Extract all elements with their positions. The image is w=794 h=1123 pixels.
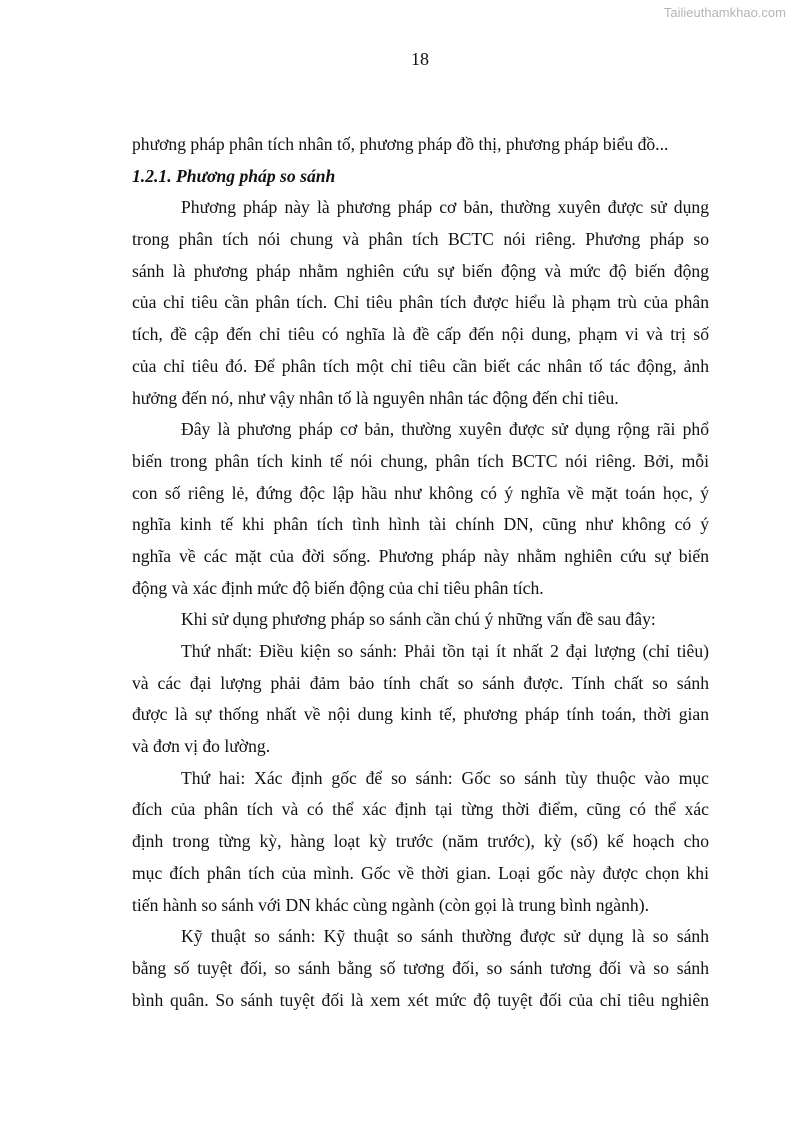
text-line: Thứ nhất: Điều kiện so sánh: Phải tồn tại ít nhất 2 đại lượng (chỉ tiêu): [181, 641, 709, 661]
text-line: Thứ hai: Xác định gốc để so sánh: Gốc so sánh tùy thuộc vào mục: [181, 767, 709, 788]
text-line: hưởng đến nó, như vậy nhân tố là nguyên nhân tác động đến chỉ tiêu.: [132, 387, 619, 408]
page-number: 18: [411, 49, 429, 69]
text-line: biến trong phân tích kinh tế nói chung, phân tích BCTC nói riêng. Bởi, mỗi: [132, 450, 709, 471]
text-line: bình quân. So sánh tuyệt đối là xem xét mức độ tuyệt đối của chỉ tiêu nghiên: [132, 989, 709, 1010]
text-line: con số riêng lẻ, đứng độc lập hầu như không có ý nghĩa về mặt toán học, ý: [132, 482, 709, 503]
text-line: đích của phân tích và có thể xác định tại từng thời điểm, cũng có thể xác: [132, 799, 709, 820]
text-line: trong phân tích nói chung và phân tích BCTC nói riêng. Phương pháp so: [132, 229, 709, 250]
paragraph: [132, 604, 709, 636]
text-line: sánh là phương pháp nhằm nghiên cứu sự biến động và mức độ biến động: [132, 260, 709, 281]
paragraph: [132, 636, 709, 763]
text-line: nghĩa về các mặt của đời sống. Phương pháp này nhằm nghiên cứu sự biến: [132, 545, 709, 566]
text-line: Đây là phương pháp cơ bản, thường xuyên được sử dụng rộng rãi phổ: [181, 419, 709, 440]
document-body: [132, 129, 709, 1016]
text-line: phương pháp phân tích nhân tố, phương pháp đồ thị, phương pháp biểu đồ...: [132, 134, 669, 154]
text-line: tiến hành so sánh với DN khác cùng ngành (còn gọi là trung bình ngành).: [132, 894, 649, 915]
paragraph: [132, 192, 709, 414]
paragraph: [132, 763, 709, 921]
text-line: nghĩa kinh tế khi phân tích tình hình tài chính DN, cũng như không có ý: [132, 514, 709, 535]
text-line: mục đích phân tích của mình. Gốc về thời gian. Loại gốc này được chọn khi: [132, 862, 709, 883]
text-line: và các đại lượng phải đảm bảo tính chất so sánh được. Tính chất so sánh: [132, 672, 709, 693]
text-line: Khi sử dụng phương pháp so sánh cần chú ý những vấn đề sau đây:: [181, 609, 656, 630]
text-line: Phương pháp này là phương pháp cơ bản, thường xuyên được sử dụng: [181, 197, 709, 218]
text-line: của chỉ tiêu đó. Để phân tích một chỉ tiêu cần biết các nhân tố tác động, ảnh: [132, 355, 709, 376]
text-line: và đơn vị đo lường.: [132, 736, 271, 757]
text-line: được là sự thống nhất về nội dung kinh tế, phương pháp tính toán, thời gian: [132, 704, 709, 725]
text-line: tích, đề cập đến chỉ tiêu có nghĩa là đề cấp đến nội dung, phạm vi và trị số: [132, 324, 709, 345]
paragraph: [132, 129, 709, 161]
text-line: động và xác định mức độ biến động của chỉ tiêu phân tích.: [132, 577, 544, 598]
paragraph: [132, 414, 709, 604]
text-line: Kỹ thuật so sánh: Kỹ thuật so sánh thường được sử dụng là so sánh: [181, 926, 709, 947]
paragraph: [132, 921, 709, 1016]
text-line: 1.2.1. Phương pháp so sánh: [132, 165, 336, 186]
watermark: Tailieuthamkhao.com: [663, 5, 786, 20]
text-line: của chỉ tiêu cần phân tích. Chỉ tiêu phân tích được hiểu là phạm trù của phân: [132, 292, 709, 313]
text-line: định trong từng kỳ, hàng loạt kỳ trước (năm trước), kỳ (số) kế hoạch cho: [132, 831, 709, 852]
section-heading: [132, 161, 709, 193]
text-line: bằng số tuyệt đối, so sánh bằng số tương đối, so sánh tương đối và so sánh: [132, 957, 709, 978]
